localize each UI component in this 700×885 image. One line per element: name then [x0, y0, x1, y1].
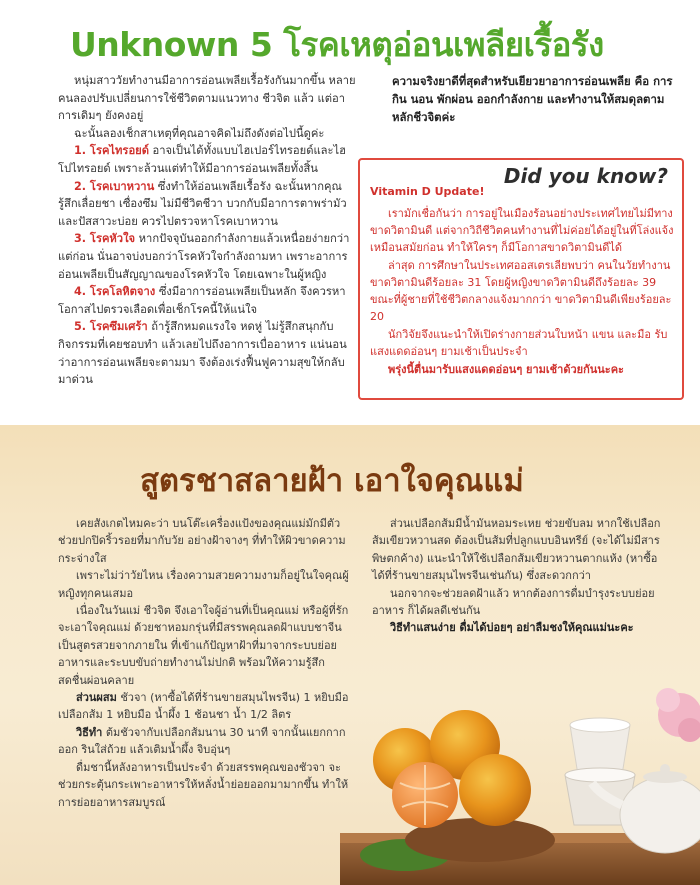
right-column	[392, 72, 677, 126]
fact-paragraph: ความจริงยาดีที่สุดสำหรับเยียวยาอาการอ่อนเพลีย คือ การกิน นอน พักผ่อน ออกกำลังกาย และทำงานให้สมดุลตามหลักชีวจิตค่ะ	[392, 74, 673, 124]
intro-paragraph: หนุ่มสาววัยทำงานมีอาการอ่อนเพลียเรื้อรังกันมากขึ้น หลายคนลองปรับเปลี่ยนการใช้ชีวิตตามแนวทาง ชีวจิต แล้ว แต่อาการเดิมๆ ยังคงอยู่	[58, 74, 356, 123]
lead-paragraph: ฉะนั้นลองเช็กสาเหตุที่คุณอาจคิดไม่ถึงดังต่อไปนี้ดูค่ะ	[74, 126, 325, 140]
list-item	[58, 283, 358, 318]
list-item	[58, 230, 358, 283]
bottom-article	[0, 425, 700, 885]
ingredients-paragraph	[58, 689, 350, 724]
bottom-title: สูตรชาสลายฝ้า เอาใจคุณแม่	[140, 463, 524, 499]
item-heading: 5. โรคซึมเศร้า	[74, 320, 148, 334]
item-text: อาจเป็นได้ทั้งแบบไฮเปอร์ไทรอยด์และไฮโปไทรอยด์ เพราะล้วนแต่ทำให้มีอาการอ่อนเพลียทั้งสิ้น	[58, 144, 347, 175]
list-item	[58, 142, 358, 177]
list-item	[58, 178, 358, 231]
tip-line: วิธีทำแสนง่าย ดื่มได้บ่อยๆ อย่าลืมชงให้คุณแม่นะคะ	[390, 621, 634, 635]
ingredients-text: ชัวจา (หาซื้อได้ที่ร้านขายสมุนไพรจีน) 1 หยิบมือ เปลือกส้ม 1 หยิบมือ น้ำผึ้ง 1 ช้อนชา น้ำ 1/2 ลิตร	[58, 691, 349, 722]
item-text: ซึ่งมีอาการอ่อนเพลียเป็นหลัก จึงควรหาโอกาสไปตรวจเลือดเพื่อเช็กโรคนี้ให้แน่ใจ	[58, 285, 346, 316]
article-paragraph: ส่วนเปลือกส้มมีน้ำมันหอมระเหย ช่วยขับลม หากใช้เปลือกส้มเขียวหวานสด ต้องเป็นส้มที่ปลูกแบบอินทรีย์ (จะได้ไม่มีสารพิษตกค้าง) แนะนำให้ใช้เปลือกส้มเขียวหวานตากแห้ง (หาซื้อได้ที่ร้านขายสมุนไพรจีนเช่นกัน) ซึ่งสะดวกกว่า	[372, 517, 661, 583]
method-paragraph	[58, 724, 350, 759]
ingredients-label: ส่วนผสม	[76, 691, 117, 705]
tea-and-oranges-illustration	[330, 665, 700, 885]
item-text: หากปัจจุบันออกกำลังกายแล้วเหนื่อยง่ายกว่าแต่ก่อน นั่นอาจบ่งบอกว่าโรคหัวใจกำลังถามหา เพราะอาการอ่อนเพลียเป็นสัญญาณของโรคหัวใจ โดยเฉพาะในผู้หญิง	[58, 232, 350, 281]
bottom-left-column	[58, 515, 350, 811]
method-text: ต้มชัวจากับเปลือกส้มนาน 30 นาที จากนั้นแยกกากออก รินใส่ถ้วย แล้วเติมน้ำผึ้ง จิบอุ่นๆ	[58, 725, 346, 757]
did-you-know-body	[370, 205, 675, 379]
did-you-know-paragraph: ล่าสุด การศึกษาในประเทศออสเตรเลียพบว่า คนในวัยทำงานขาดวิตามินดีร้อยละ 31 โดยผู้หญิงขาดวิตามินดีถึงร้อยละ 39 ขณะที่ผู้ชายที่ใช้ชีวิตกลางแจ้งมากกว่า ขาดวิตามินดีเพียงร้อยละ 20	[370, 259, 672, 323]
article-paragraph: ดื่มชานี้หลังอาหารเป็นประจำ ด้วยสรรพคุณของชัวจา จะช่วยกระตุ้นกระเพาะอาหารให้หลั่งน้ำย่อยออกมามากขึ้น ทำให้การย่อยอาหารสมบูรณ์	[58, 760, 349, 809]
item-heading: 2. โรคเบาหวาน	[74, 179, 155, 193]
list-item	[58, 318, 358, 388]
did-you-know-subtitle: Vitamin D Update!	[370, 185, 485, 198]
did-you-know-box	[358, 158, 684, 400]
left-column	[58, 72, 358, 389]
top-article	[0, 0, 700, 425]
did-you-know-paragraph: นักวิจัยจึงแนะนำให้เปิดร่างกายส่วนใบหน้า แขน และมือ รับแสงแดดอ่อนๆ ยามเช้าเป็นประจำ	[370, 328, 668, 358]
item-heading: 4. โรคโลหิตจาง	[74, 285, 156, 299]
bottom-right-column	[372, 515, 672, 637]
item-text: ซึ่งทำให้อ่อนเพลียเรื้อรัง ฉะนั้นหากคุณรู้สึกเลื่อยชา เซื่องซึม ไม่มีชีวิตชีวา บวกกับมีอาการตาพร่ามัวและปัสสาวะบ่อย ควรไปตรวจหาโรคเบาหวาน	[58, 179, 347, 228]
flower	[656, 688, 700, 742]
orange	[459, 754, 531, 826]
article-paragraph: เคยสังเกตไหมคะว่า บนโต๊ะเครื่องแป้งของคุณแม่มักมีตัวช่วยปกปิดริ้วรอยที่มากับวัย อย่างฝ้าจางๆ ที่ทำให้ผิวขาดความกระจ่างใส	[58, 517, 346, 565]
article-paragraph: นอกจากจะช่วยลดฝ้าแล้ว หากต้องการดื่มบำรุงระบบย่อยอาหาร ก็ได้ผลดีเช่นกัน	[372, 586, 655, 618]
item-heading: 1. โรคไทรอยด์	[74, 144, 149, 158]
article-paragraph: เพราะไม่ว่าวัยไหน เรื่องความสวยความงามก็อยู่ในใจคุณผู้หญิงทุกคนเสมอ	[58, 569, 349, 600]
page-title: Unknown 5 โรคเหตุอ่อนเพลียเรื้อรัง	[70, 25, 604, 64]
did-you-know-title: Did you know?	[503, 164, 668, 188]
method-label: วิธีทำ	[76, 725, 103, 739]
article-paragraph: เนื่องในวันแม่ ชีวจิต จึงเอาใจผู้อ่านที่เป็นคุณแม่ หรือผู้ที่รักจะเอาใจคุณแม่ ด้วยชาหอมกรุ่นที่มีสรรพคุณลดฝ้าแบบชาจีน เป็นสูตรสวยจากภายใน ที่เข้าแก้ปัญหาฝ้าที่มาจากระบบย่อยอาหารและระบบขับถ่ายทำงานไม่ปกติ พร้อมให้ความรู้สึกสดชื่นผ่อนคลาย	[58, 604, 349, 687]
did-you-know-closing: พรุ่งนี้ตื่นมารับแสงแดดอ่อนๆ ยามเช้าด้วยกันนะคะ	[388, 363, 624, 376]
did-you-know-paragraph: เรามักเชื่อกันว่า การอยู่ในเมืองร้อนอย่างประเทศไทยไม่มีทางขาดวิตามินดี แต่จากวิถีชีวิตคนทำงานที่ไม่ค่อยได้อยู่ในที่โล่งแจ้งเหมือนสมัยก่อน ทำให้ใครๆ ก็มีโอกาสขาดวิตามินดีได้	[370, 207, 674, 254]
item-text: ถ้ารู้สึกหมดแรงใจ หดหู่ ไม่รู้สึกสนุกกับกิจกรรมที่เคยชอบทำ แล้วเลยไปถึงอาการเบื่ออาหาร แน่นอนว่าอาการอ่อนเพลียจะตามมา จึงต้องเร่งฟื้นฟูความสุขให้กลับมาด่วน	[58, 320, 347, 387]
item-heading: 3. โรคหัวใจ	[74, 232, 136, 246]
